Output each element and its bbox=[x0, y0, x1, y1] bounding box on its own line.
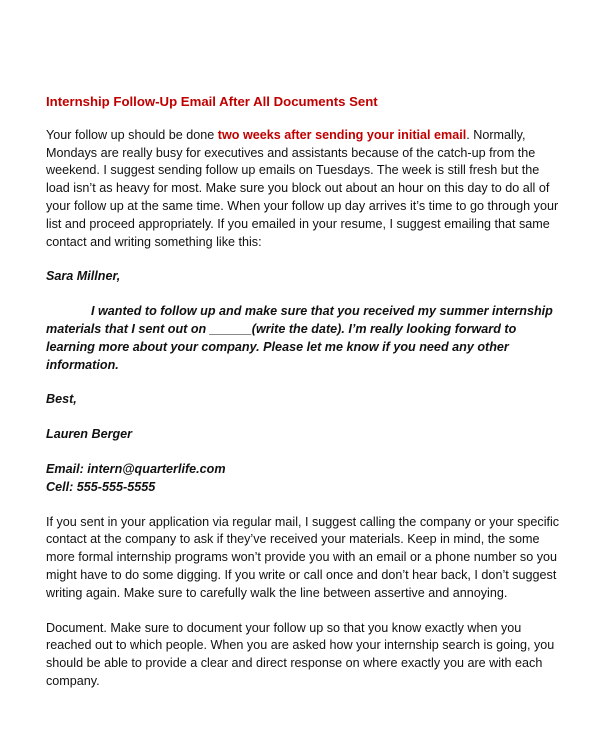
intro-text-start: Your follow up should be done bbox=[46, 127, 218, 142]
letter-body-text: I wanted to follow up and make sure that you received my summer internship materials that I sent out on ______(write the date). I’m really looking forward to learning more about your company. Please let me know if you need any other information. bbox=[46, 304, 553, 372]
signature-name: Lauren Berger bbox=[46, 427, 133, 442]
letter-body bbox=[46, 303, 566, 374]
document-paragraph: Document. Make sure to document your follow up so that you know exactly when you reached out to which people. When you are asked how your internship search is going, you should be able to provide a clear and direct response on where exactly you are with each company. bbox=[46, 620, 555, 688]
document-page bbox=[46, 93, 566, 691]
intro-highlight: two weeks after sending your initial email bbox=[217, 127, 467, 142]
intro-paragraph bbox=[46, 127, 566, 252]
contact-block bbox=[46, 461, 566, 497]
intro-text-end: . Normally, Mondays are really busy for executives and assistants because of the catch-up from the weekend. I suggest sending follow up emails on Tuesdays. The week is still fresh but the load isn’t as heavy for most. Make sure you block out about an hour on this day to do all of your follow up at the same time. When your follow up day arrives it’s time to go through your list and proceed appropriately. If you emailed in your resume, I suggest emailing that same contact and writing something like this: bbox=[46, 127, 559, 249]
document-title: Internship Follow-Up Email After All Documents Sent bbox=[46, 94, 378, 109]
letter-salutation: Sara Millner, bbox=[46, 269, 121, 284]
mail-paragraph: If you sent in your application via regular mail, I suggest calling the company or your specific contact at the company to ask if they’ve received your materials. Keep in mind, the some more formal internship programs won’t provide you with an email or a phone number so you might have to do some digging. If you write or call once and don’t hear back, I don’t suggest writing again. Make sure to carefully walk the line between assertive and annoying. bbox=[46, 514, 560, 600]
letter-closing: Best, bbox=[46, 392, 77, 407]
contact-cell: Cell: 555-555-5555 bbox=[46, 479, 156, 494]
contact-email: Email: intern@quarterlife.com bbox=[46, 461, 226, 476]
